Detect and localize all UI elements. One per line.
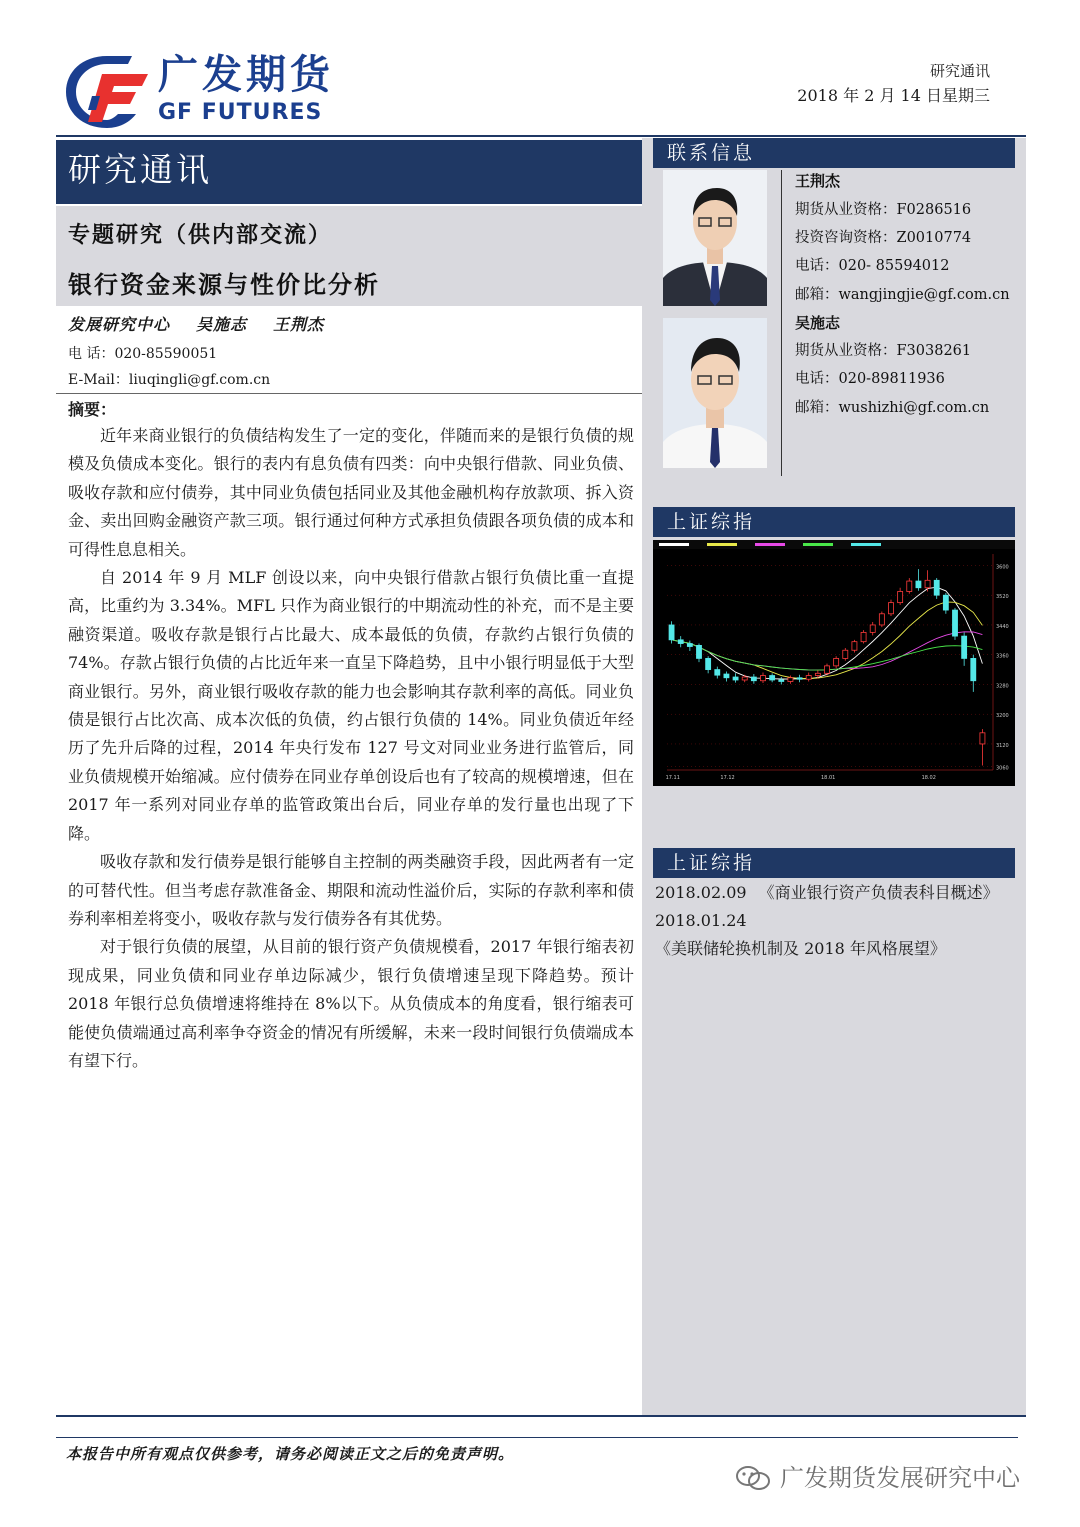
contact-header: 联系信息 (653, 138, 1015, 168)
contact-name: 王荆杰 (795, 172, 841, 190)
contact-email[interactable]: 邮箱：wushizhi@gf.com.cn (795, 400, 990, 416)
abstract-paragraph: 近年来商业银行的负债结构发生了一定的变化，伴随而来的是银行负债的规模及负债成本变化。银行的表内有息负债有四类：向中央银行借款、同业负债、吸收存款和应付债券，其中同业负债包括同业及其他金融机构存放款项、拆入资金、卖出回购金融资产款三项。银行通过何种方式承担负债跟各项负债的成本和可得性息息相关。 (68, 426, 634, 559)
x-tick-label: 17.12 (720, 775, 735, 781)
candle-body (879, 614, 884, 625)
legend-swatch (851, 543, 881, 546)
candle-body (788, 678, 793, 682)
brand-name-cn: 广发期货 (158, 52, 334, 98)
x-tick-label: 18.02 (921, 775, 936, 781)
candle-body (980, 733, 985, 744)
candle-body (971, 658, 976, 680)
candle-body (706, 658, 711, 669)
candle-body (834, 658, 839, 665)
department: 发展研究中心 (68, 315, 171, 334)
abstract-body (68, 422, 634, 1075)
candle-body (770, 676, 775, 680)
candle-body (751, 677, 756, 681)
contact-phone: 电话：020-89811936 (795, 371, 945, 387)
index-chart (653, 540, 1015, 786)
candle-body (715, 670, 720, 676)
candle-body (687, 644, 692, 647)
contact-name: 吴施志 (795, 314, 841, 332)
header-divider (56, 135, 1026, 137)
related-report-date: 2018.02.09 (655, 883, 747, 902)
related-report-item[interactable] (655, 907, 1015, 963)
x-tick-label: 17.11 (665, 775, 680, 781)
related-report-item[interactable] (655, 879, 1015, 907)
y-tick-label: 3520 (996, 594, 1009, 601)
y-tick-label: 3060 (996, 765, 1009, 772)
author-photo (663, 170, 767, 306)
footer-divider (56, 1437, 1018, 1438)
candle-body (898, 591, 903, 602)
candle-body (696, 645, 701, 658)
topic-label: 专题研究（供内部交流） (68, 222, 333, 248)
candle-body (724, 674, 729, 678)
candle-body (843, 650, 848, 658)
y-tick-label: 3440 (996, 623, 1009, 630)
candle-body (943, 595, 948, 610)
watermark-text: 广发期货发展研究中心 (780, 1464, 1020, 1492)
contact-phone: 电话：020- 85594012 (795, 258, 950, 274)
author-photo (663, 318, 767, 468)
legend-swatch (659, 543, 689, 546)
author-name: 王荆杰 (273, 315, 325, 334)
header-date: 2018 年 2 月 14 日星期三 (797, 86, 990, 105)
candle-body (733, 677, 738, 680)
header-doc-type: 研究通讯 (929, 62, 990, 80)
candle-body (907, 581, 912, 591)
x-tick-label: 18.01 (821, 775, 836, 781)
candle-body (852, 642, 857, 651)
related-report-date: 2018.01.24 (655, 911, 747, 930)
related-report-title[interactable]: 《商业银行资产负债表科目概述》 (758, 883, 999, 902)
candle-body (952, 610, 957, 636)
section-divider (56, 393, 642, 394)
candle-body (888, 603, 893, 614)
y-tick-label: 3280 (996, 683, 1009, 690)
candle-body (760, 676, 765, 681)
abstract-paragraph: 自 2014 年 9 月 MLF 创设以来，向中央银行借款占银行负债比重一直提高，比重约为 3.34%。MFL 只作为商业银行的中期流动性的补充，而不是主要融资渠道。吸收存款是银行占比最大、成本最低的负债，存款约占银行负债的 74%。存款占银行负债的占比近年来一直呈下降趋势，且中小银行明显低于大型商业银行。另外，商业银行吸收存款的能力也会影响其存款利率的高低。同业负债是银行占比次高、成本次低的负债，约占银行负债的 14%。同业负债近年经历了先升后降的过程，2014 年央行发布 127 号文对同业业务进行监管后，同业负债规模开始缩减。应付债券在同业存单创设后也有了较高的规模增速，但在 2017 年一系列对同业存单的监管政策出台后，同业存单的发行量也出现了下降。 (68, 568, 634, 843)
chart-header: 上证综指 (653, 507, 1015, 537)
related-report-title[interactable]: 《美联储轮换机制及 2018 年风格展望》 (655, 939, 946, 958)
candle-body (815, 673, 820, 675)
related-header: 上证综指 (653, 848, 1015, 878)
contact-license: 期货从业资格：F0286516 (795, 202, 972, 218)
legend-swatch (707, 543, 737, 546)
candle-body (916, 581, 921, 588)
y-tick-label: 3360 (996, 653, 1009, 660)
gf-logo (62, 52, 152, 130)
candle-body (669, 625, 674, 640)
y-tick-label: 3600 (996, 564, 1009, 571)
y-tick-label: 3200 (996, 713, 1009, 720)
candle-body (678, 640, 683, 644)
footer-divider (56, 1415, 1026, 1417)
legend-swatch (755, 543, 785, 546)
brand-name-en: GF FUTURES (158, 100, 323, 125)
author-line (68, 313, 350, 337)
contact-email[interactable]: E-Mail：liuqingli@gf.com.cn (68, 372, 271, 388)
contact-advisory: 投资咨询资格：Z0010774 (795, 230, 972, 246)
related-reports (655, 879, 1015, 963)
contact-phone: 电 话：020-85590051 (68, 346, 218, 362)
abstract-label: 摘要： (68, 400, 117, 419)
y-tick-label: 3120 (996, 742, 1009, 749)
candle-body (779, 680, 784, 681)
contact-email[interactable]: 邮箱：wangjingjie@gf.com.cn (795, 287, 1010, 303)
candle-body (824, 666, 829, 673)
candle-body (806, 676, 811, 680)
candle-body (925, 580, 930, 587)
candle-body (962, 636, 967, 658)
candle-body (797, 678, 802, 679)
abstract-paragraph: 对于银行负债的展望，从目前的银行资产负债规模看，2017 年银行缩表初现成果，同业负债和同业存单边际减少，银行负债增速呈现下降趋势。预计 2018 年银行总负债增速将维持在 8%以下。从负债成本的角度看，银行缩表可能使负债端通过高利率争夺资金的情况有所缓解，未来一段时间银行负债端成本有望下行。 (68, 937, 634, 1070)
candle-body (870, 625, 875, 632)
candlestick-chart (653, 540, 1015, 786)
banner-title: 研究通讯 (68, 150, 212, 189)
candle-body (934, 580, 939, 595)
disclaimer-note: 本报告中所有观点仅供参考，请务必阅读正文之后的免责声明。 (66, 1445, 515, 1463)
contact-license: 期货从业资格：F3038261 (795, 343, 972, 359)
report-title: 银行资金来源与性价比分析 (68, 270, 380, 299)
contact-divider (781, 170, 782, 476)
abstract-paragraph: 吸收存款和发行债券是银行能够自主控制的两类融资手段，因此两者有一定的可替代性。但当考虑存款准备金、期限和流动性溢价后，实际的存款利率和债券利率相差将变小，吸收存款与发行债券各有其优势。 (68, 852, 634, 928)
author-name: 吴施志 (196, 315, 248, 334)
legend-swatch (803, 543, 833, 546)
candle-body (861, 632, 866, 641)
candle-body (742, 677, 747, 680)
wechat-icon (735, 1465, 771, 1491)
